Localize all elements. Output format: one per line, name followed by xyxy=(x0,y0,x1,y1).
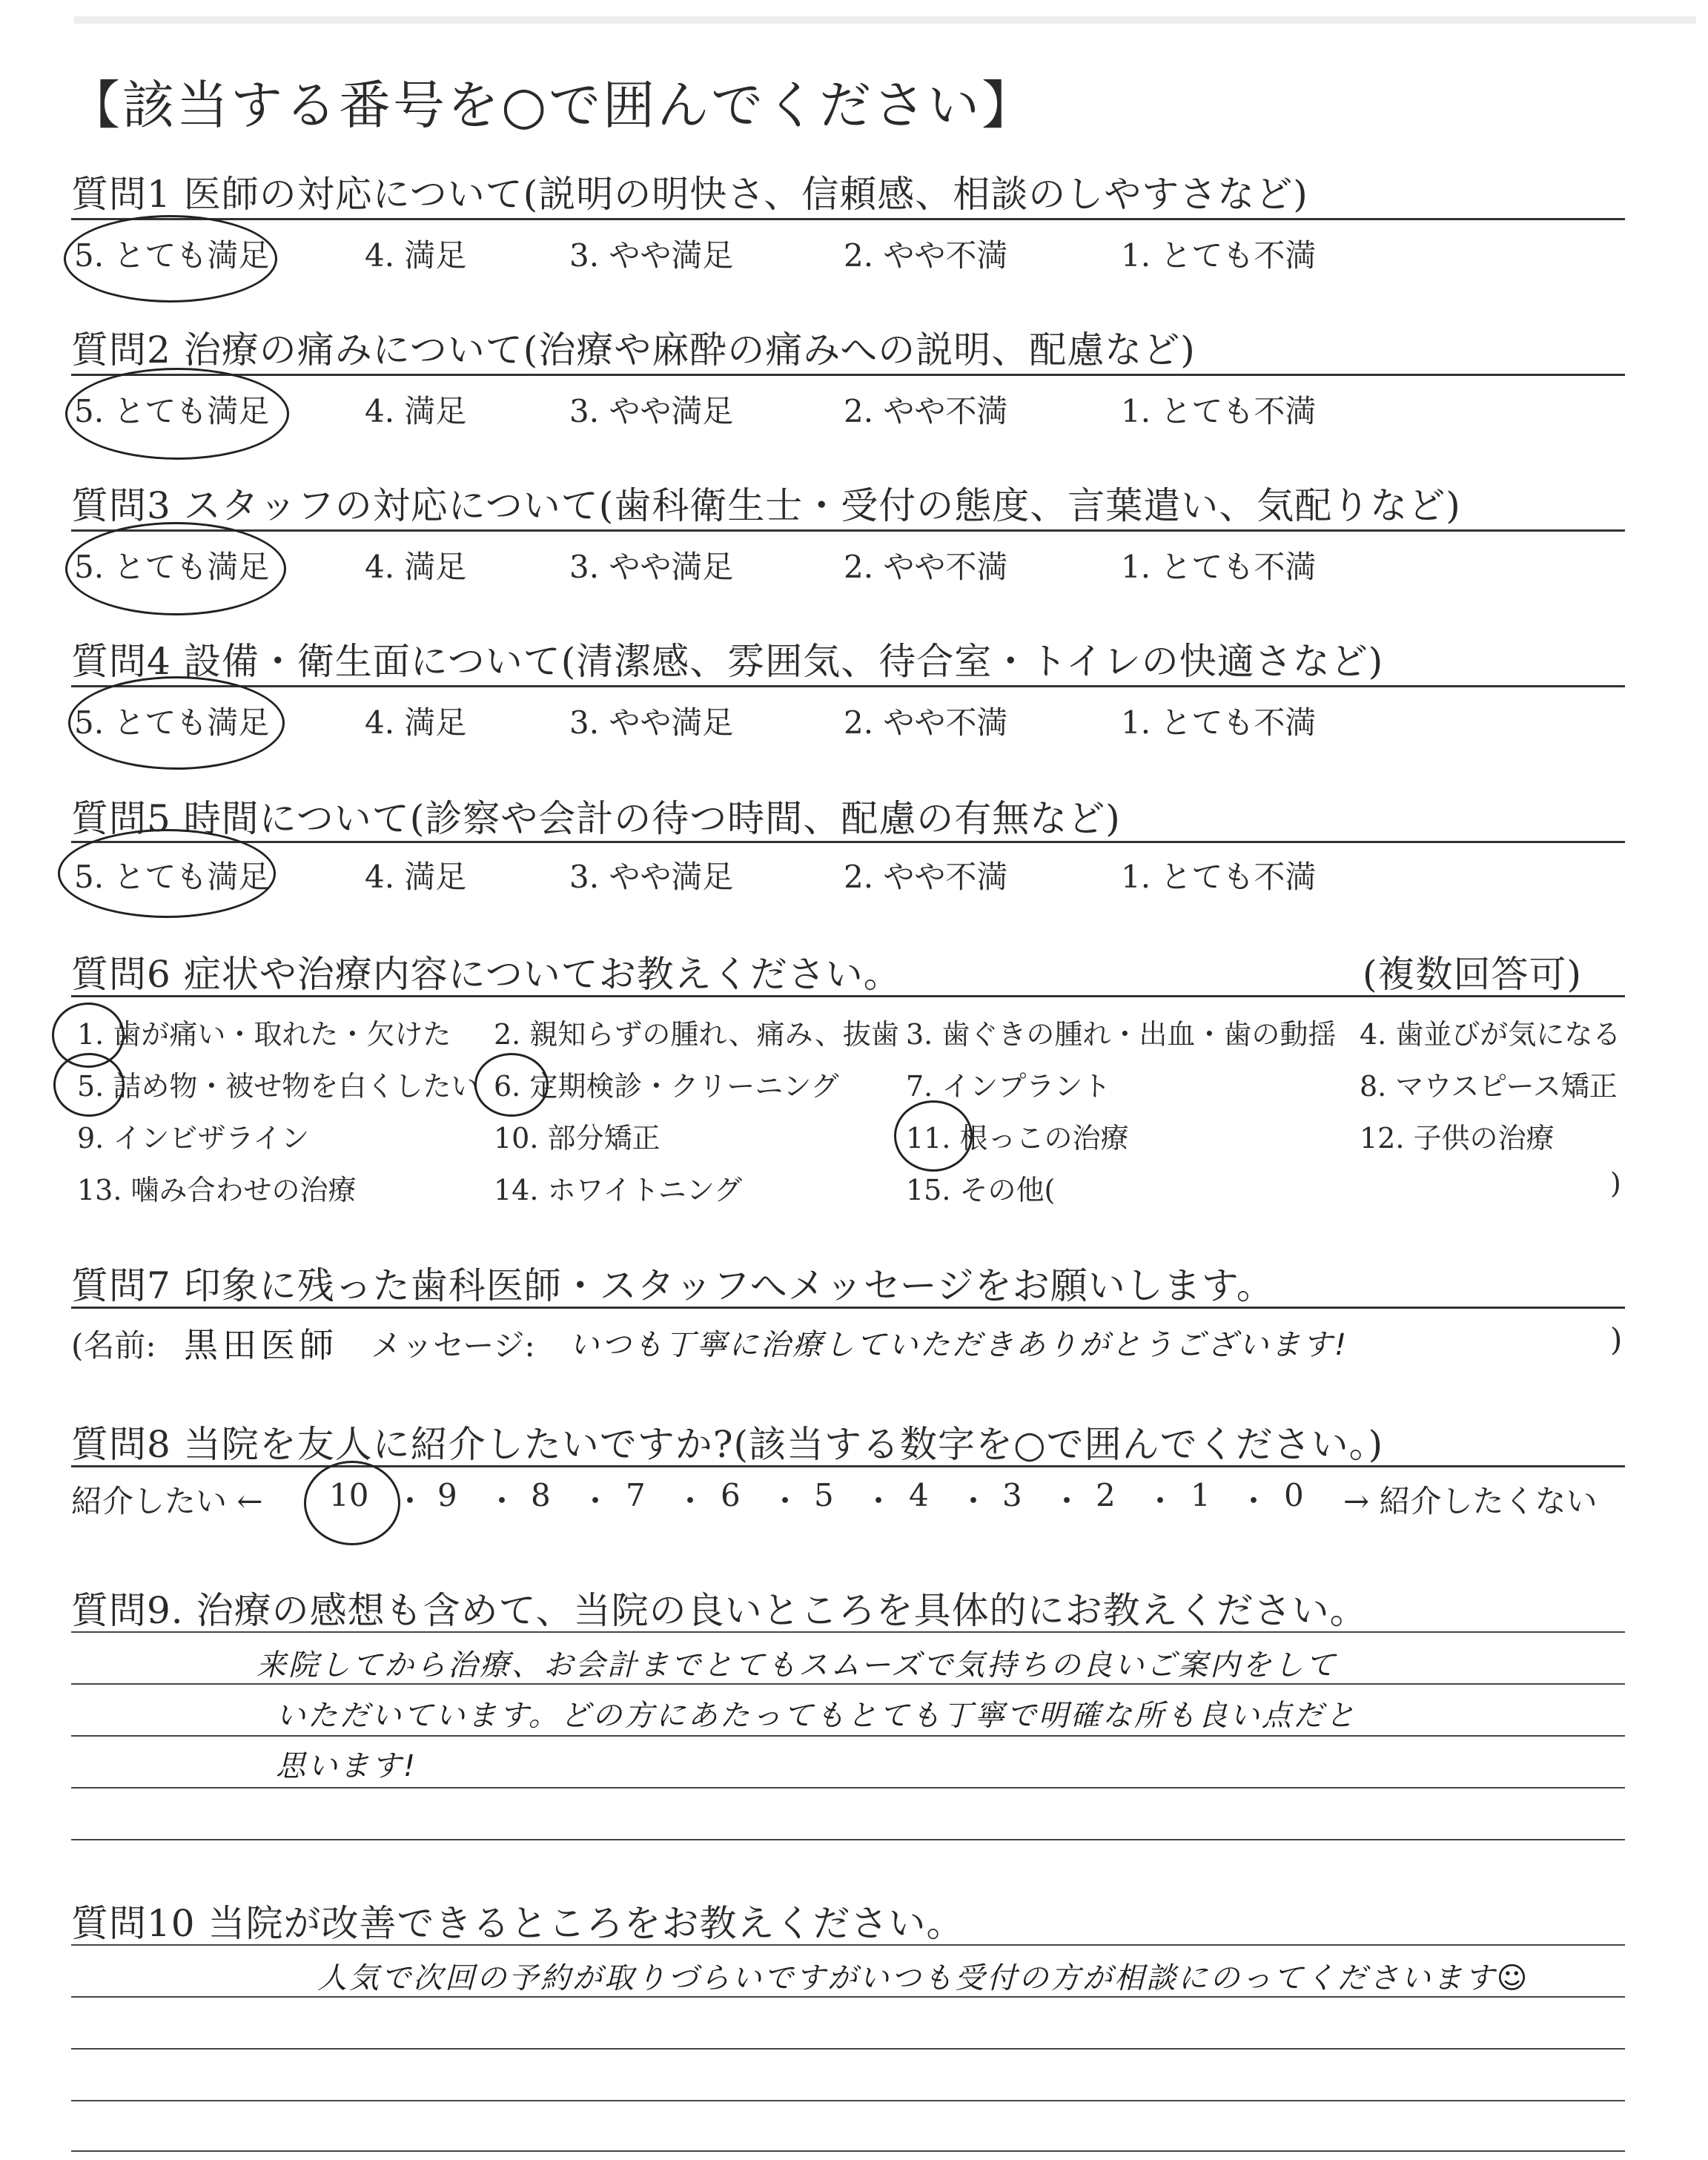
q3-option-5[interactable]: 5. とても満足 xyxy=(74,549,270,585)
q1-option-4[interactable]: 4. 満足 xyxy=(365,237,467,274)
question-1-rule xyxy=(71,218,1625,220)
q4-option-2[interactable]: 2. やや不満 xyxy=(844,704,1008,741)
q6-item-2[interactable]: 2. 親知らずの腫れ、痛み、抜歯 xyxy=(494,1018,899,1051)
question-6-rule xyxy=(71,995,1625,997)
q8-left-label: 紹介したい ← xyxy=(71,1483,263,1519)
q4-option-3[interactable]: 3. やや満足 xyxy=(569,704,734,741)
q6-item-5[interactable]: 5. 詰め物・被せ物を白くしたい xyxy=(77,1070,480,1103)
question-10-heading: 質問10 当院が改善できるところをお教えください。 xyxy=(71,1902,964,1945)
q8-scale-dot: ・ xyxy=(675,1483,706,1519)
question-7-heading: 質問7 印象に残った歯科医師・スタッフへメッセージをお願いします。 xyxy=(71,1264,1274,1307)
q8-scale-dot: ・ xyxy=(863,1483,895,1519)
question-3-heading: 質問3 スタッフの対応について(歯科衛生士・受付の態度、言葉遣い、気配りなど) xyxy=(71,484,1461,527)
q7-name-value[interactable]: 黒田医師 xyxy=(184,1325,338,1365)
q3-option-4[interactable]: 4. 満足 xyxy=(365,549,467,585)
q6-item-15-close: ) xyxy=(1610,1167,1621,1200)
question-6-heading: 質問6 症状や治療内容についてお教えください。 xyxy=(71,953,901,996)
q8-scale-dot: ・ xyxy=(486,1483,518,1519)
scan-top-edge xyxy=(74,16,1696,24)
q6-selection-circle-11 xyxy=(894,1100,973,1172)
question-3-rule xyxy=(71,529,1625,532)
question-5-heading: 質問5 時間について(診察や会計の待つ時間、配慮の有無など) xyxy=(71,797,1121,840)
q7-message-value[interactable]: いつも丁寧に治療していただきありがとうございます! xyxy=(569,1328,1349,1362)
q8-scale-dot: ・ xyxy=(958,1483,990,1519)
question-5-rule xyxy=(71,841,1625,843)
q8-scale-2[interactable]: 2 xyxy=(1096,1477,1116,1513)
q1-option-2[interactable]: 2. やや不満 xyxy=(844,237,1008,274)
q3-selection-circle xyxy=(65,522,286,615)
q10-answer-line xyxy=(71,1944,1625,1946)
q8-scale-6[interactable]: 6 xyxy=(721,1477,741,1513)
question-6-note: (複数回答可) xyxy=(1363,953,1583,996)
q5-option-5[interactable]: 5. とても満足 xyxy=(74,859,270,895)
q9-answer-text[interactable]: いただいています。どの方にあたってもとても丁寧で明確な所も良い点だと xyxy=(276,1699,1357,1733)
q8-scale-dot: ・ xyxy=(1145,1483,1176,1519)
q5-option-2[interactable]: 2. やや不満 xyxy=(844,859,1008,895)
q3-option-1[interactable]: 1. とても不満 xyxy=(1121,549,1317,585)
q8-scale-dot: ・ xyxy=(769,1483,801,1519)
q8-scale-4[interactable]: 4 xyxy=(909,1477,929,1513)
q8-scale-0[interactable]: 0 xyxy=(1284,1477,1304,1513)
q5-option-3[interactable]: 3. やや満足 xyxy=(569,859,734,895)
q9-answer-line xyxy=(71,1631,1625,1633)
q2-option-3[interactable]: 3. やや満足 xyxy=(569,393,734,429)
q9-answer-line xyxy=(71,1735,1625,1737)
q8-scale-9[interactable]: 9 xyxy=(437,1477,457,1513)
q8-scale-10[interactable]: 10 xyxy=(329,1477,369,1513)
q2-option-2[interactable]: 2. やや不満 xyxy=(844,393,1008,429)
q4-option-1[interactable]: 1. とても不満 xyxy=(1121,704,1317,741)
q6-item-15[interactable]: 15. その他( xyxy=(906,1174,1056,1206)
q7-close-paren: ) xyxy=(1610,1321,1623,1358)
q8-selection-circle xyxy=(304,1461,400,1545)
q8-scale-5[interactable]: 5 xyxy=(814,1477,834,1513)
q6-selection-circle-5 xyxy=(53,1053,125,1117)
q9-answer-line xyxy=(71,1787,1625,1789)
q10-answer-line xyxy=(71,2150,1625,2152)
q6-selection-circle-6 xyxy=(474,1053,549,1117)
q8-scale-dot: ・ xyxy=(394,1483,426,1519)
q8-scale-dot: ・ xyxy=(1051,1483,1083,1519)
q8-scale-7[interactable]: 7 xyxy=(626,1477,646,1513)
q9-answer-line xyxy=(71,1839,1625,1840)
q6-item-10[interactable]: 10. 部分矯正 xyxy=(494,1122,661,1155)
question-9-heading: 質問9. 治療の感想も含めて、当院の良いところを具体的にお教えください。 xyxy=(71,1589,1368,1632)
q2-option-5[interactable]: 5. とても満足 xyxy=(74,393,270,429)
q4-selection-circle xyxy=(68,676,285,770)
q5-option-4[interactable]: 4. 満足 xyxy=(365,859,467,895)
q3-option-3[interactable]: 3. やや満足 xyxy=(569,549,734,585)
q6-item-12[interactable]: 12. 子供の治療 xyxy=(1360,1122,1555,1155)
q7-name-label: (名前: xyxy=(71,1327,156,1364)
q1-option-5[interactable]: 5. とても満足 xyxy=(74,237,270,274)
q2-option-4[interactable]: 4. 満足 xyxy=(365,393,467,429)
q9-answer-text[interactable]: 来院してから治療、お会計までとてもスムーズで気持ちの良いご案内をして xyxy=(256,1648,1337,1682)
q8-scale-dot: ・ xyxy=(1238,1483,1270,1519)
page-title: 【該当する番号を○で囲んでください】 xyxy=(68,75,1036,136)
question-4-rule xyxy=(71,685,1625,687)
question-1-heading: 質問1 医師の対応について(説明の明快さ、信頼感、相談のしやすさなど) xyxy=(71,173,1308,216)
q8-right-label: → 紹介したくない xyxy=(1343,1483,1598,1519)
q6-item-11[interactable]: 11. 根っこの治療 xyxy=(906,1122,1129,1155)
q6-item-7[interactable]: 7. インプラント xyxy=(906,1070,1111,1103)
question-8-rule xyxy=(71,1465,1625,1467)
q5-selection-circle xyxy=(58,829,276,918)
q7-message-label: メッセージ: xyxy=(371,1327,535,1364)
q1-option-1[interactable]: 1. とても不満 xyxy=(1121,237,1317,274)
q3-option-2[interactable]: 2. やや不満 xyxy=(844,549,1008,585)
q5-option-1[interactable]: 1. とても不満 xyxy=(1121,859,1317,895)
question-4-heading: 質問4 設備・衛生面について(清潔感、雰囲気、待合室・トイレの快適さなど) xyxy=(71,640,1384,683)
q8-scale-3[interactable]: 3 xyxy=(1002,1477,1022,1513)
q9-answer-text[interactable]: 思います! xyxy=(276,1749,418,1783)
q6-item-13[interactable]: 13. 噛み合わせの治療 xyxy=(77,1174,357,1206)
q8-scale-1[interactable]: 1 xyxy=(1191,1477,1211,1513)
q4-option-4[interactable]: 4. 満足 xyxy=(365,704,467,741)
q6-item-14[interactable]: 14. ホワイトニング xyxy=(494,1174,743,1206)
q2-selection-circle xyxy=(65,368,289,460)
q6-item-3[interactable]: 3. 歯ぐきの腫れ・出血・歯の動揺 xyxy=(906,1018,1337,1051)
q1-option-3[interactable]: 3. やや満足 xyxy=(569,237,734,274)
q8-scale-dot: ・ xyxy=(580,1483,612,1519)
q4-option-5[interactable]: 5. とても満足 xyxy=(74,704,270,741)
question-2-rule xyxy=(71,374,1625,376)
q2-option-1[interactable]: 1. とても不満 xyxy=(1121,393,1317,429)
q10-answer-line xyxy=(71,2048,1625,2050)
q10-answer-text[interactable]: 人気で次回の予約が取りづらいですがいつも受付の方が相談にのってくださいます☺ xyxy=(317,1961,1530,1995)
q6-item-4[interactable]: 4. 歯並びが気になる xyxy=(1360,1018,1621,1051)
q6-item-1[interactable]: 1. 歯が痛い・取れた・欠けた xyxy=(77,1018,451,1051)
q1-selection-circle xyxy=(64,215,277,303)
q6-item-9[interactable]: 9. インビザライン xyxy=(77,1122,310,1155)
q10-answer-line xyxy=(71,2100,1625,2101)
question-8-heading: 質問8 当院を友人に紹介したいですか?(該当する数字を○で囲んでください。) xyxy=(71,1423,1384,1466)
question-2-heading: 質問2 治療の痛みについて(治療や麻酔の痛みへの説明、配慮など) xyxy=(71,328,1196,371)
q6-item-8[interactable]: 8. マウスピース矯正 xyxy=(1360,1070,1618,1103)
question-7-rule xyxy=(71,1307,1625,1309)
q8-scale-8[interactable]: 8 xyxy=(531,1477,551,1513)
q6-item-6[interactable]: 6. 定期検診・クリーニング xyxy=(494,1070,839,1103)
